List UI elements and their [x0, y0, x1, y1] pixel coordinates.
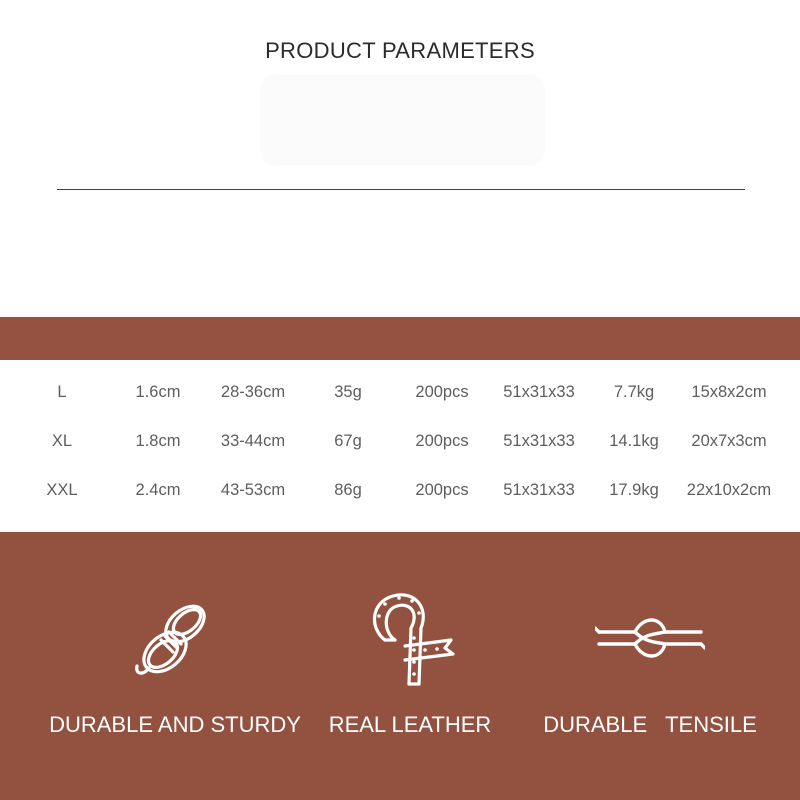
table-cell: 15x8x2cm	[691, 383, 767, 401]
feature-real-leather	[275, 532, 545, 800]
table-cell: 33-44cm	[220, 432, 286, 450]
table-cell: L	[57, 383, 67, 401]
table-cell: 7.7kg	[613, 383, 655, 401]
table-cell: XXL	[46, 481, 78, 499]
background-shape	[260, 75, 545, 165]
table-cell: 200pcs	[415, 432, 469, 450]
table-row	[0, 377, 800, 407]
table-cell: 1.6cm	[135, 383, 181, 401]
features-band	[0, 532, 800, 800]
table-cell: 200pcs	[415, 481, 469, 499]
feature-label: DURABLE TENSILE	[543, 712, 757, 737]
table-cell: 51x31x33	[503, 481, 575, 499]
leather-strap-icon	[355, 588, 465, 688]
table-cell: XL	[51, 432, 73, 450]
feature-label: REAL LEATHER	[328, 712, 492, 737]
divider	[57, 189, 745, 190]
page-title: PRODUCT PARAMETERS	[265, 38, 535, 63]
feature-label: DURABLE AND STURDY	[49, 712, 301, 737]
rope-coil-icon	[125, 590, 225, 690]
table-header-band	[0, 317, 800, 360]
table-row	[0, 426, 800, 456]
feature-durable-sturdy	[40, 532, 310, 800]
table-cell: 28-36cm	[220, 383, 286, 401]
table-cell: 14.1kg	[609, 432, 659, 450]
table-cell: 20x7x3cm	[691, 432, 767, 450]
table-row	[0, 475, 800, 505]
table-cell: 1.8cm	[135, 432, 181, 450]
table-cell: 43-53cm	[220, 481, 286, 499]
table-cell: 200pcs	[415, 383, 469, 401]
table-cell: 17.9kg	[609, 481, 659, 499]
table-cell: 22x10x2cm	[686, 481, 772, 499]
knot-icon	[595, 604, 705, 674]
table-cell: 2.4cm	[135, 481, 181, 499]
table-cell: 51x31x33	[503, 383, 575, 401]
table-cell: 35g	[334, 383, 362, 401]
parameters-table	[0, 360, 800, 532]
table-cell: 51x31x33	[503, 432, 575, 450]
feature-durable-tensile	[515, 532, 785, 800]
table-cell: 67g	[334, 432, 362, 450]
table-cell: 86g	[334, 481, 362, 499]
